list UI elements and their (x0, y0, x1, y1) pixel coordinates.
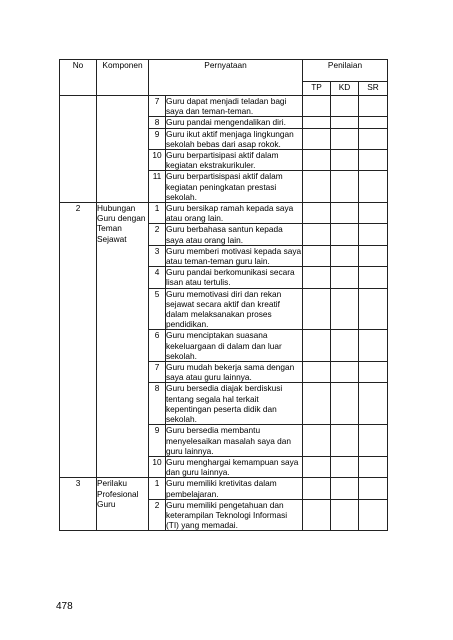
rating-cell-tp[interactable] (303, 330, 331, 362)
rating-cell-tp[interactable] (303, 456, 331, 477)
rating-cell-tp[interactable] (303, 96, 331, 117)
group-component: Perilaku Profesional Guru (97, 478, 149, 531)
rating-cell-sr[interactable] (359, 128, 388, 149)
item-statement: Guru dapat menjadi teladan bagi saya dan teman-teman. (166, 96, 303, 117)
item-number: 9 (149, 128, 166, 149)
item-statement: Guru memberi motivasi kepada saya atau teman-teman guru lain. (166, 245, 302, 267)
rating-cell-kd[interactable] (331, 362, 359, 383)
rating-cell-tp[interactable] (303, 362, 331, 383)
group-number (60, 96, 97, 203)
rating-cell-tp[interactable] (303, 383, 331, 425)
item-number: 11 (149, 171, 166, 203)
rating-cell-sr[interactable] (359, 478, 388, 499)
item-statement: Guru ikut aktif menjaga lingkungan sekolah bebas dari asap rokok. (166, 128, 303, 149)
rating-cell-sr[interactable] (359, 96, 388, 117)
item-statement: Guru pandai mengendalikan diri. (166, 117, 303, 128)
table-row (60, 203, 388, 224)
item-statement: Guru menghargai kemampuan saya dan guru lainnya. (166, 456, 303, 477)
rating-cell-kd[interactable] (331, 245, 359, 266)
rating-cell-tp[interactable] (303, 245, 331, 266)
rating-cell-tp[interactable] (303, 499, 331, 531)
rating-cell-tp[interactable] (303, 203, 331, 224)
header-penilaian: Penilaian (303, 60, 388, 82)
rating-cell-kd[interactable] (331, 203, 359, 224)
table-body (60, 96, 388, 531)
item-statement: Guru pandai berkomunikasi secara lisan atau tertulis. (166, 267, 303, 288)
header-tp: TP (303, 82, 331, 96)
rating-cell-tp[interactable] (303, 478, 331, 499)
header-pernyataan: Pernyataan (149, 60, 303, 96)
rating-cell-kd[interactable] (331, 499, 359, 531)
rating-cell-tp[interactable] (303, 128, 331, 149)
rating-cell-tp[interactable] (303, 288, 331, 330)
item-statement: Guru berpartisispasi aktif dalam kegiatan peningkatan prestasi sekolah. (166, 171, 303, 203)
table-row (60, 478, 388, 499)
rating-cell-sr[interactable] (359, 499, 388, 531)
item-number: 5 (149, 288, 166, 330)
rating-cell-kd[interactable] (331, 425, 359, 457)
group-number: 3 (60, 478, 97, 531)
item-number: 7 (149, 362, 166, 383)
rating-cell-tp[interactable] (303, 171, 331, 203)
rating-cell-sr[interactable] (359, 203, 388, 224)
rating-cell-sr[interactable] (359, 456, 388, 477)
rating-cell-tp[interactable] (303, 224, 331, 245)
item-number: 1 (149, 203, 166, 224)
item-number: 10 (149, 456, 166, 477)
item-number: 8 (149, 117, 166, 128)
item-number: 8 (149, 383, 166, 425)
rating-cell-kd[interactable] (331, 288, 359, 330)
rating-cell-kd[interactable] (331, 96, 359, 117)
rating-cell-sr[interactable] (359, 425, 388, 457)
group-component (97, 96, 149, 203)
item-statement: Guru bersikap ramah kepada saya atau orang lain. (166, 203, 303, 224)
item-statement: Guru berbahasa santun kepada saya atau orang lain. (166, 224, 303, 245)
item-statement: Guru mudah bekerja sama dengan saya atau guru lainnya. (166, 362, 303, 383)
item-number: 9 (149, 425, 166, 457)
item-number: 4 (149, 267, 166, 288)
item-statement: Guru bersedia diajak berdiskusi tentang segala hal terkait kepentingan peserta didik dan sekolah. (166, 383, 303, 425)
rating-cell-sr[interactable] (359, 245, 388, 266)
questionnaire-table (59, 59, 388, 531)
rating-cell-sr[interactable] (359, 362, 388, 383)
header-kd: KD (331, 82, 359, 96)
rating-cell-kd[interactable] (331, 330, 359, 362)
rating-cell-tp[interactable] (303, 150, 331, 171)
rating-cell-kd[interactable] (331, 150, 359, 171)
item-number: 1 (149, 478, 166, 499)
rating-cell-kd[interactable] (331, 383, 359, 425)
rating-cell-kd[interactable] (331, 456, 359, 477)
rating-cell-sr[interactable] (359, 383, 388, 425)
rating-cell-tp[interactable] (303, 425, 331, 457)
page-number: 478 (56, 601, 73, 612)
rating-cell-sr[interactable] (359, 288, 388, 330)
rating-cell-kd[interactable] (331, 128, 359, 149)
group-number: 2 (60, 203, 97, 478)
header-no: No (60, 60, 97, 96)
rating-cell-sr[interactable] (359, 224, 388, 245)
item-statement: Guru memotivasi diri dan rekan sejawat secara aktif dan kreatif dalam melaksanakan proses pendidikan. (166, 288, 303, 330)
rating-cell-kd[interactable] (331, 478, 359, 499)
rating-cell-sr[interactable] (359, 150, 388, 171)
group-component: Hubungan Guru dengan Teman Sejawat (97, 203, 149, 478)
item-number: 2 (149, 499, 166, 531)
item-number: 7 (149, 96, 166, 117)
table-row (60, 96, 388, 117)
item-statement: Guru bersedia membantu menyelesaikan masalah saya dan guru lainnya. (166, 425, 303, 457)
item-number: 2 (149, 224, 166, 245)
item-number: 10 (149, 150, 166, 171)
header-komponen: Komponen (97, 60, 149, 96)
rating-cell-kd[interactable] (331, 171, 359, 203)
rating-cell-sr[interactable] (359, 171, 388, 203)
rating-cell-kd[interactable] (331, 267, 359, 288)
rating-cell-kd[interactable] (331, 117, 359, 128)
rating-cell-sr[interactable] (359, 117, 388, 128)
item-statement: Guru memiliki kretivitas dalam pembelajaran. (166, 478, 303, 499)
item-statement: Guru berpartisipasi aktif dalam kegiatan ekstrakurikuler. (166, 150, 303, 171)
item-number: 3 (149, 245, 166, 266)
item-statement: Guru memiliki pengetahuan dan keterampilan Teknologi Informasi (TI) yang memadai. (166, 499, 303, 531)
rating-cell-tp[interactable] (303, 117, 331, 128)
item-statement: Guru menciptakan suasana kekeluargaan di dalam dan luar sekolah. (166, 330, 303, 362)
rating-cell-sr[interactable] (359, 267, 388, 288)
rating-cell-tp[interactable] (303, 267, 331, 288)
header-sr: SR (359, 82, 388, 96)
rating-cell-sr[interactable] (359, 330, 388, 362)
item-number: 6 (149, 330, 166, 362)
rating-cell-kd[interactable] (331, 224, 359, 245)
